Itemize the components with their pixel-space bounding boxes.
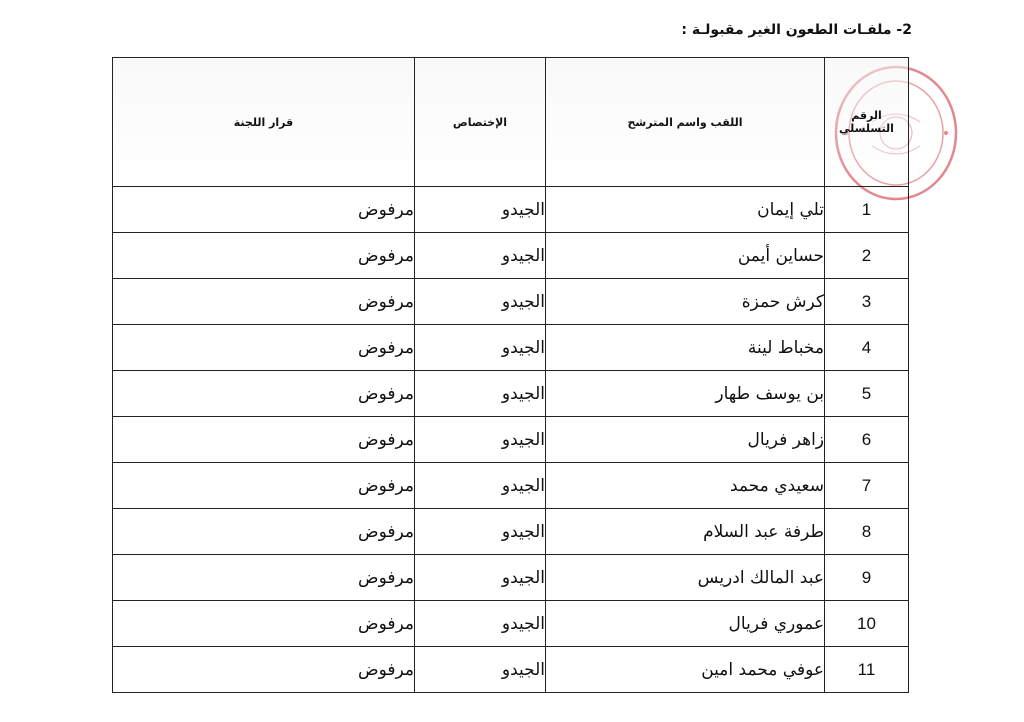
table-row xyxy=(113,647,909,693)
cell-specialty: الجيدو xyxy=(415,187,546,233)
table-row xyxy=(113,325,909,371)
table-row xyxy=(113,555,909,601)
cell-specialty: الجيدو xyxy=(415,325,546,371)
cell-serial: 7 xyxy=(825,463,909,509)
table-row xyxy=(113,279,909,325)
cell-decision: مرفوض xyxy=(113,555,415,601)
cell-specialty: الجيدو xyxy=(415,463,546,509)
cell-serial: 11 xyxy=(825,647,909,693)
cell-specialty: الجيدو xyxy=(415,509,546,555)
cell-decision: مرفوض xyxy=(113,463,415,509)
cell-name: عبد المالك ادريس xyxy=(546,555,825,601)
header-decision: قرار اللجنة xyxy=(113,58,415,187)
cell-name: سعيدي محمد xyxy=(546,463,825,509)
cell-serial: 9 xyxy=(825,555,909,601)
cell-serial: 10 xyxy=(825,601,909,647)
cell-serial: 6 xyxy=(825,417,909,463)
cell-specialty: الجيدو xyxy=(415,647,546,693)
cell-decision: مرفوض xyxy=(113,647,415,693)
cell-decision: مرفوض xyxy=(113,417,415,463)
cell-decision: مرفوض xyxy=(113,233,415,279)
header-specialty: الإختصاص xyxy=(415,58,546,187)
table-row xyxy=(113,463,909,509)
cell-name: بن يوسف طهار xyxy=(546,371,825,417)
cell-serial: 3 xyxy=(825,279,909,325)
table-row xyxy=(113,601,909,647)
cell-name: تلي إيمان xyxy=(546,187,825,233)
cell-decision: مرفوض xyxy=(113,509,415,555)
cell-specialty: الجيدو xyxy=(415,555,546,601)
cell-decision: مرفوض xyxy=(113,371,415,417)
cell-serial: 8 xyxy=(825,509,909,555)
table-row xyxy=(113,509,909,555)
cell-specialty: الجيدو xyxy=(415,279,546,325)
cell-decision: مرفوض xyxy=(113,325,415,371)
cell-serial: 2 xyxy=(825,233,909,279)
cell-name: عموري فريال xyxy=(546,601,825,647)
table-row xyxy=(113,233,909,279)
cell-specialty: الجيدو xyxy=(415,233,546,279)
header-name: اللقب واسم المترشح xyxy=(546,58,825,187)
cell-specialty: الجيدو xyxy=(415,417,546,463)
table-row xyxy=(113,417,909,463)
cell-name: طرفة عبد السلام xyxy=(546,509,825,555)
cell-decision: مرفوض xyxy=(113,279,415,325)
cell-decision: مرفوض xyxy=(113,187,415,233)
cell-name: حساين أيمن xyxy=(546,233,825,279)
cell-serial: 1 xyxy=(825,187,909,233)
cell-name: كرش حمزة xyxy=(546,279,825,325)
header-serial: الرقم التسلسلي xyxy=(825,58,909,187)
cell-name: مخباط لينة xyxy=(546,325,825,371)
cell-decision: مرفوض xyxy=(113,601,415,647)
cell-name: عوفي محمد امين xyxy=(546,647,825,693)
section-heading: 2- ملفـات الطعون الغير مقبولـة : xyxy=(681,22,912,38)
table-row xyxy=(113,187,909,233)
cell-serial: 4 xyxy=(825,325,909,371)
table-row xyxy=(113,371,909,417)
cell-name: زاهر فريال xyxy=(546,417,825,463)
cell-serial: 5 xyxy=(825,371,909,417)
table-header-row xyxy=(113,58,909,187)
cell-specialty: الجيدو xyxy=(415,601,546,647)
results-table xyxy=(112,57,909,693)
cell-specialty: الجيدو xyxy=(415,371,546,417)
